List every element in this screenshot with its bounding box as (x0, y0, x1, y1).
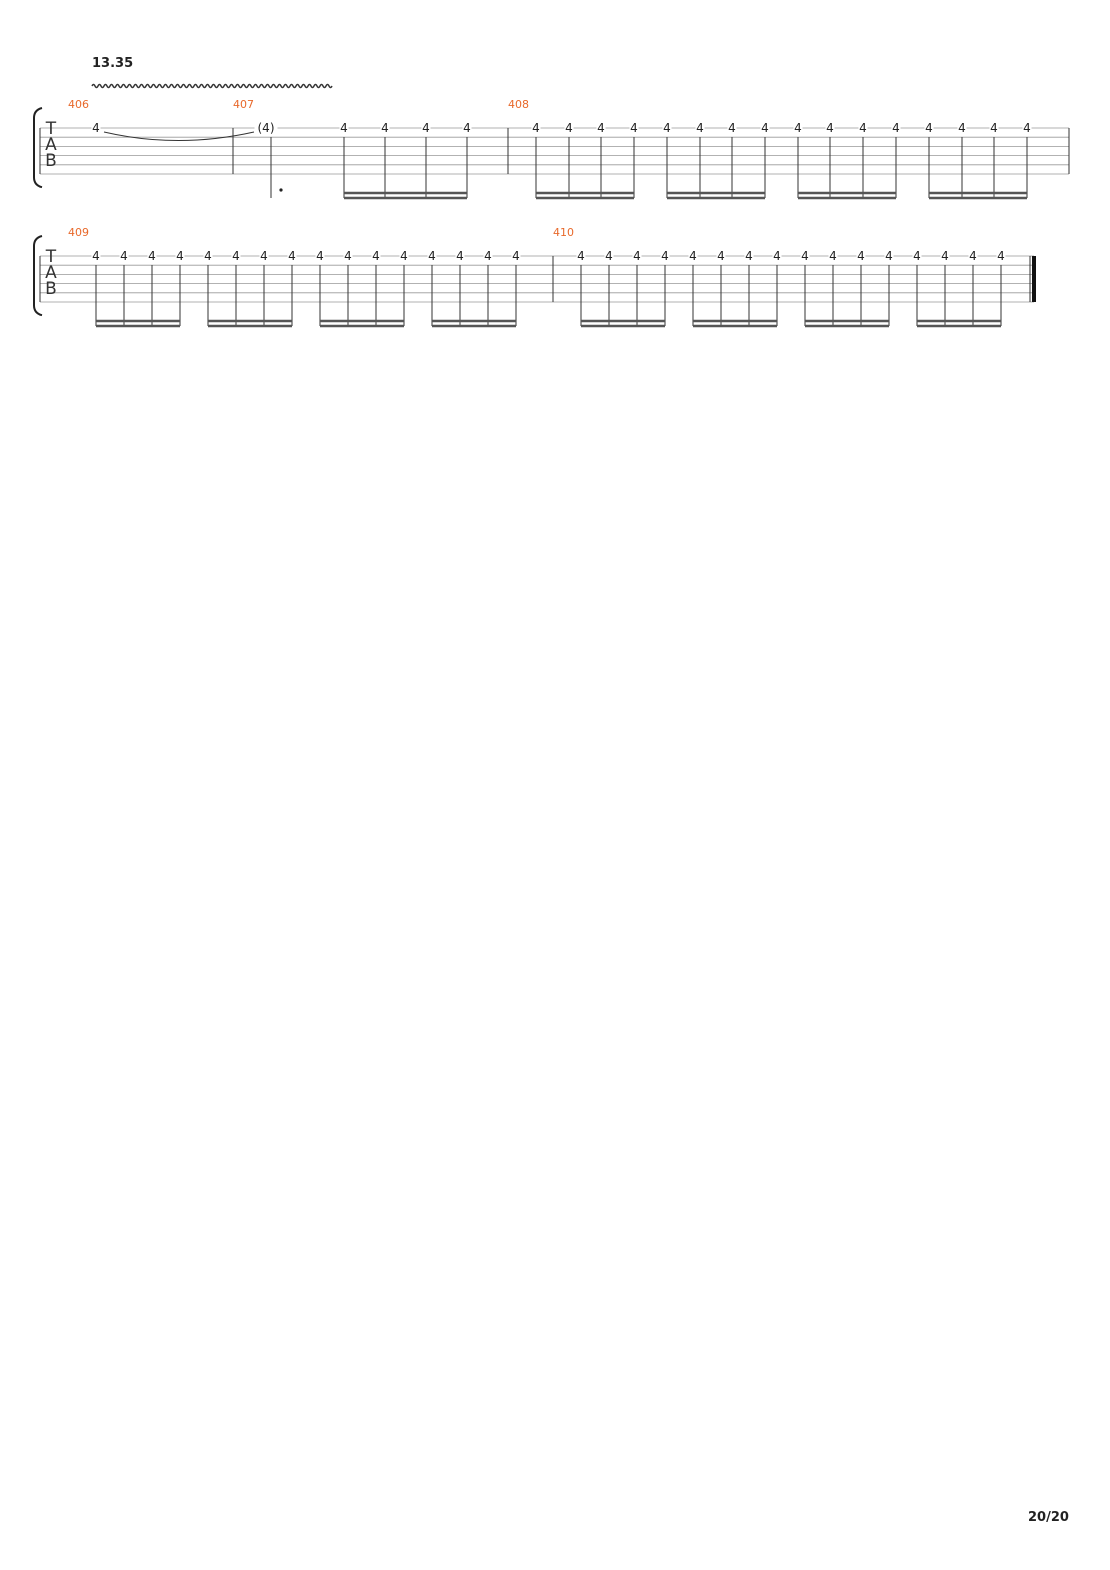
system-brace (34, 108, 42, 187)
fret-number: 4 (633, 249, 641, 263)
fret-number: 4 (885, 249, 893, 263)
fret-number: 4 (990, 121, 998, 135)
measure-number: 406 (68, 98, 89, 111)
fret-number: 4 (565, 121, 573, 135)
fret-number: 4 (344, 249, 352, 263)
measure-number: 407 (233, 98, 254, 111)
measure-number: 410 (553, 226, 574, 239)
fret-number: 4 (728, 121, 736, 135)
fret-number: (4) (257, 121, 275, 135)
fret-number: 4 (969, 249, 977, 263)
fret-number: 4 (176, 249, 184, 263)
tab-system-1 (34, 98, 1069, 198)
fret-number: 4 (892, 121, 900, 135)
tab-clef-letter: A (45, 135, 57, 155)
tie-arc (104, 132, 254, 141)
fret-number: 4 (958, 121, 966, 135)
fret-number: 4 (717, 249, 725, 263)
tab-clef-letter: A (45, 263, 57, 283)
fret-number: 4 (801, 249, 809, 263)
measure-number: 409 (68, 226, 89, 239)
tab-clef-letter: T (45, 119, 57, 139)
final-barline (1032, 256, 1036, 302)
fret-number: 4 (92, 121, 100, 135)
fret-number: 4 (316, 249, 324, 263)
fret-number: 4 (696, 121, 704, 135)
fret-number: 4 (532, 121, 540, 135)
vibrato-line (92, 85, 332, 88)
tab-clef-letter: T (45, 247, 57, 267)
fret-number: 4 (689, 249, 697, 263)
system-brace (34, 236, 42, 315)
fret-number: 4 (1023, 121, 1031, 135)
fret-number: 4 (400, 249, 408, 263)
fret-number: 4 (941, 249, 949, 263)
fret-number: 4 (663, 121, 671, 135)
fret-number: 4 (422, 121, 430, 135)
measure-number: 408 (508, 98, 529, 111)
fret-number: 4 (577, 249, 585, 263)
fret-number: 4 (288, 249, 296, 263)
fret-number: 4 (428, 249, 436, 263)
fret-number: 4 (761, 121, 769, 135)
fret-number: 4 (484, 249, 492, 263)
fret-number: 4 (605, 249, 613, 263)
fret-number: 4 (232, 249, 240, 263)
fret-number: 4 (661, 249, 669, 263)
tab-clef-letter: B (45, 279, 57, 299)
tab-clef-letter: B (45, 151, 57, 171)
fret-number: 4 (260, 249, 268, 263)
fret-number: 4 (794, 121, 802, 135)
augmentation-dot (279, 188, 282, 191)
fret-number: 4 (463, 121, 471, 135)
fret-number: 4 (997, 249, 1005, 263)
fret-number: 4 (340, 121, 348, 135)
fret-number: 4 (913, 249, 921, 263)
fret-number: 4 (857, 249, 865, 263)
fret-number: 4 (745, 249, 753, 263)
fret-number: 4 (148, 249, 156, 263)
tempo-marker: 13.35 (92, 56, 134, 71)
fret-number: 4 (826, 121, 834, 135)
fret-number: 4 (512, 249, 520, 263)
tab-system-2 (34, 226, 1036, 326)
fret-number: 4 (829, 249, 837, 263)
fret-number: 4 (925, 121, 933, 135)
fret-number: 4 (859, 121, 867, 135)
fret-number: 4 (381, 121, 389, 135)
fret-number: 4 (204, 249, 212, 263)
fret-number: 4 (597, 121, 605, 135)
fret-number: 4 (120, 249, 128, 263)
fret-number: 4 (630, 121, 638, 135)
fret-number: 4 (92, 249, 100, 263)
fret-number: 4 (773, 249, 781, 263)
fret-number: 4 (372, 249, 380, 263)
fret-number: 4 (456, 249, 464, 263)
page-number: 20/20 (1028, 1510, 1069, 1525)
